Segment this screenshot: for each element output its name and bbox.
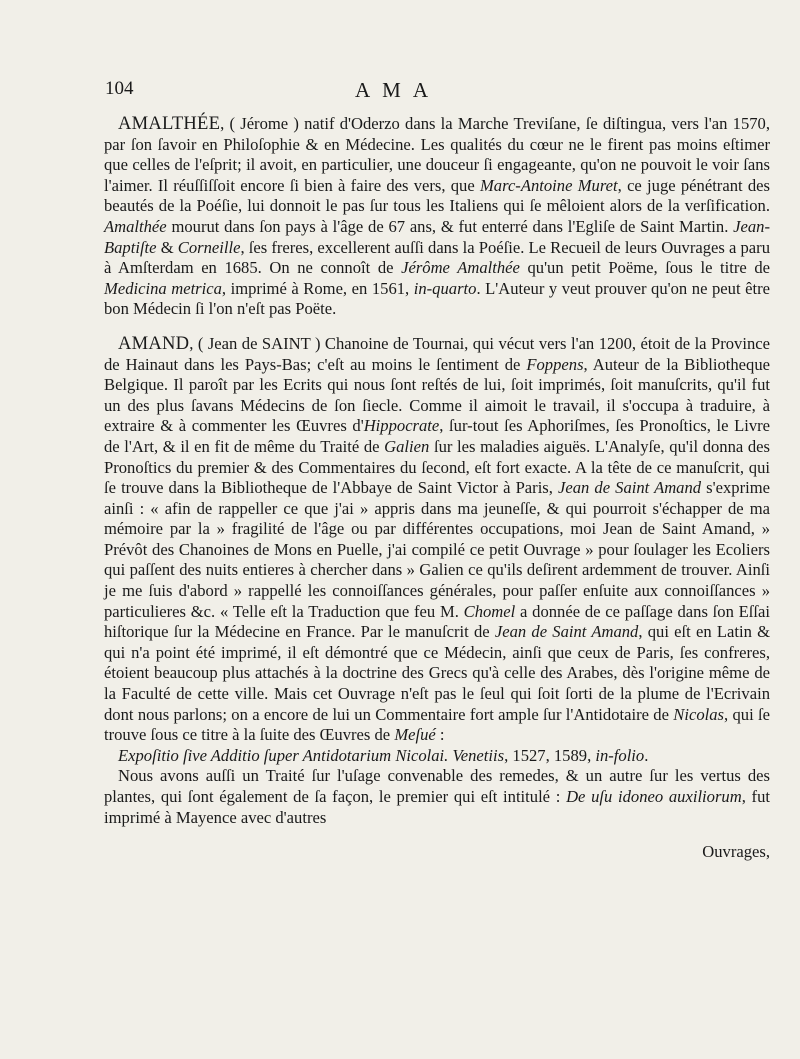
italic-text: Expoſitio ſive Additio ſuper Antidotarium Nicolai. Venetiis: [118, 745, 505, 765]
text-run: s'exprime ainſi : « afin de rappeller ce que j'ai » appris dans ma jeuneſſe, & qui pourroit s'échapper de ma mémoire par la » fragilité de l'âge ou par différentes occupations, moi Jean de Saint Amand, » Prévôt des Chanoines de Mons en Puelle, j'ai compilé ce petit Ouvrage » pour ſoulager les Ecoliers qui paſſent des nuits entieres à chercher dans » Galien ce qu'ils deſirent ardemment de trouver. Ainſi je me ſuis d'abord » rappellé les connoiſſances générales, pour paſſer enſuite aux connoiſſances » particulieres &c. « Telle eſt la Traduction que feu M.: [104, 478, 770, 621]
text-run: . L'Auteur y veut prouver qu'on ne peut être bon Médecin ſi l'on n'eſt pas Poëte.: [104, 278, 770, 319]
italic-text: Meſué: [394, 725, 436, 745]
catchword: Ouvrages,: [702, 842, 770, 862]
italic-text: Galien: [384, 436, 430, 456]
italic-text: in-folio: [595, 745, 645, 765]
entry-headword: AMALTHÉE: [118, 113, 221, 134]
italic-text: Marc-Antoine Muret: [479, 175, 618, 195]
italic-text: Foppens: [526, 354, 584, 374]
entry-body: [104, 114, 770, 318]
italic-text: in-quarto: [413, 278, 477, 298]
text-run: , imprimé à Rome, en 1561,: [221, 278, 414, 298]
entry-headword: AMAND: [118, 332, 190, 354]
entry-body: [104, 334, 770, 744]
entry-amalthee: [104, 114, 770, 320]
text-run: .: [644, 745, 649, 765]
text-run: , ſes freres, excellerent auſſi dans la Poéſie. Le Recueil de leurs Ouvrages a paru à Amſterdam en 1685. On ne connoît de: [104, 237, 770, 278]
citation: [104, 746, 770, 767]
entry-amand: [104, 334, 770, 746]
italic-text: Amalthée: [104, 216, 167, 236]
text-run: qu'un petit Poëme, ſous le titre de: [519, 258, 770, 278]
italic-text: Jean de Saint Amand: [558, 478, 702, 498]
text-run: &: [156, 237, 178, 257]
text-run: , qui ſe trouve ſous ce titre à la ſuite des Œuvres de: [104, 704, 771, 745]
text-run: Nous avons auſſi un Traité ſur l'uſage convenable des remedes, & un autre ſur les vertus des plantes, qui ſont également de ſa façon, le premier qui eſt intitulé :: [104, 766, 770, 806]
text-run: , ( Jérome ) natif d'Oderzo dans la Marche Treviſane, ſe diſtingua, vers l'an 1570, par ſon ſavoir en Philoſophie & en Médecine. Les qualités du cœur ne le firent pas moins eſtimer que celles de l'eſprit; il avoit, en particulier, une douceur ſi engageante, qu'on ne pouvoit le voir ſans l'aimer. Il réuſſiſſoit encore ſi bien à faire des vers, que: [104, 114, 770, 195]
text-run: , qui eſt en Latin & qui n'a point été imprimé, il eſt démontré que ce Médecin, ainſi que ceux de Paris, ſes confreres, étoient beaucoup plus attachés à la doctrine des Grecs qu'à celle des Arabes, dès l'origine même de la Faculté de cette ville. Mais cet Ouvrage n'eſt pas le ſeul qui ſoit ſorti de la plume de l'Ecrivain dont nous parlons; on a encore de lui un Commentaire fort ample ſur l'Antidotaire de: [104, 622, 770, 724]
page-body: [104, 114, 770, 863]
text-run: , ( Jean de SAINT ) Chanoine de Tournai, qui vécut vers l'an 1200, étoit de la Province de Hainaut dans les Pays-Bas; c'eſt au moins le ſentiment de: [104, 333, 770, 374]
italic-text: Medicina metrica: [104, 278, 222, 298]
text-run: , Auteur de la Bibliotheque Belgique. Il paroît par les Ecrits qui nous ſont reſtés de lui, ſoit imprimés, ſoit manuſcrits, qu'il fut un des plus ſavans Médecins de ſon ſiecle. Comme il aimoit le travail, il s'occupa à traduire, à extraire & à commenter les Œuvres d': [104, 354, 771, 436]
italic-text: Corneille: [177, 237, 241, 257]
page-header: [105, 78, 690, 104]
text-run: , fut imprimé à Mayence avec d'autres: [104, 787, 770, 827]
running-head: AMA: [354, 78, 440, 102]
text-run: , ſur-tout ſes Aphoriſmes, ſes Pronoſtics, le Livre de l'Art, & il en fit de même du Traité de: [104, 416, 771, 456]
text-run: a donnée de ce paſſage dans ſon Eſſai hiſtorique ſur la Médecine en France. Par le manuſcrit de: [104, 601, 770, 642]
text-run: , 1527, 1589,: [504, 745, 596, 765]
italic-text: Jérôme Amalthée: [401, 258, 520, 278]
italic-text: Nicolas: [673, 704, 725, 724]
text-run: :: [435, 725, 445, 745]
italic-text: Jean de Saint Amand: [494, 622, 639, 642]
text-run: , ce juge pénétrant des beautés de la Poéſie, lui donnoit le pas ſur tous les Italiens qui ſe mêloient alors de la verſification.: [104, 175, 770, 216]
final-paragraph: [104, 766, 770, 828]
final-paragraph-text: [104, 766, 770, 826]
italic-text: De uſu idoneo auxiliorum: [566, 787, 742, 806]
italic-text: Chomel: [463, 601, 516, 621]
text-run: ſur les maladies aiguës. L'Analyſe, qu'il donna des Pronoſtics du premier & des Commentaires du ſecond, eſt fort exacte. A la tête de ce manuſcrit, qui ſe trouve dans la Bibliotheque de l'Abbaye de Saint Victor à Paris,: [104, 436, 771, 498]
citation-text: [118, 746, 648, 765]
italic-text: Hippocrate: [363, 416, 440, 436]
page-number: 104: [105, 78, 134, 99]
italic-text: Jean-Baptiſte: [104, 216, 770, 257]
text-run: mourut dans ſon pays à l'âge de 67 ans, & fut enterré dans l'Egliſe de Saint Martin.: [166, 216, 734, 236]
